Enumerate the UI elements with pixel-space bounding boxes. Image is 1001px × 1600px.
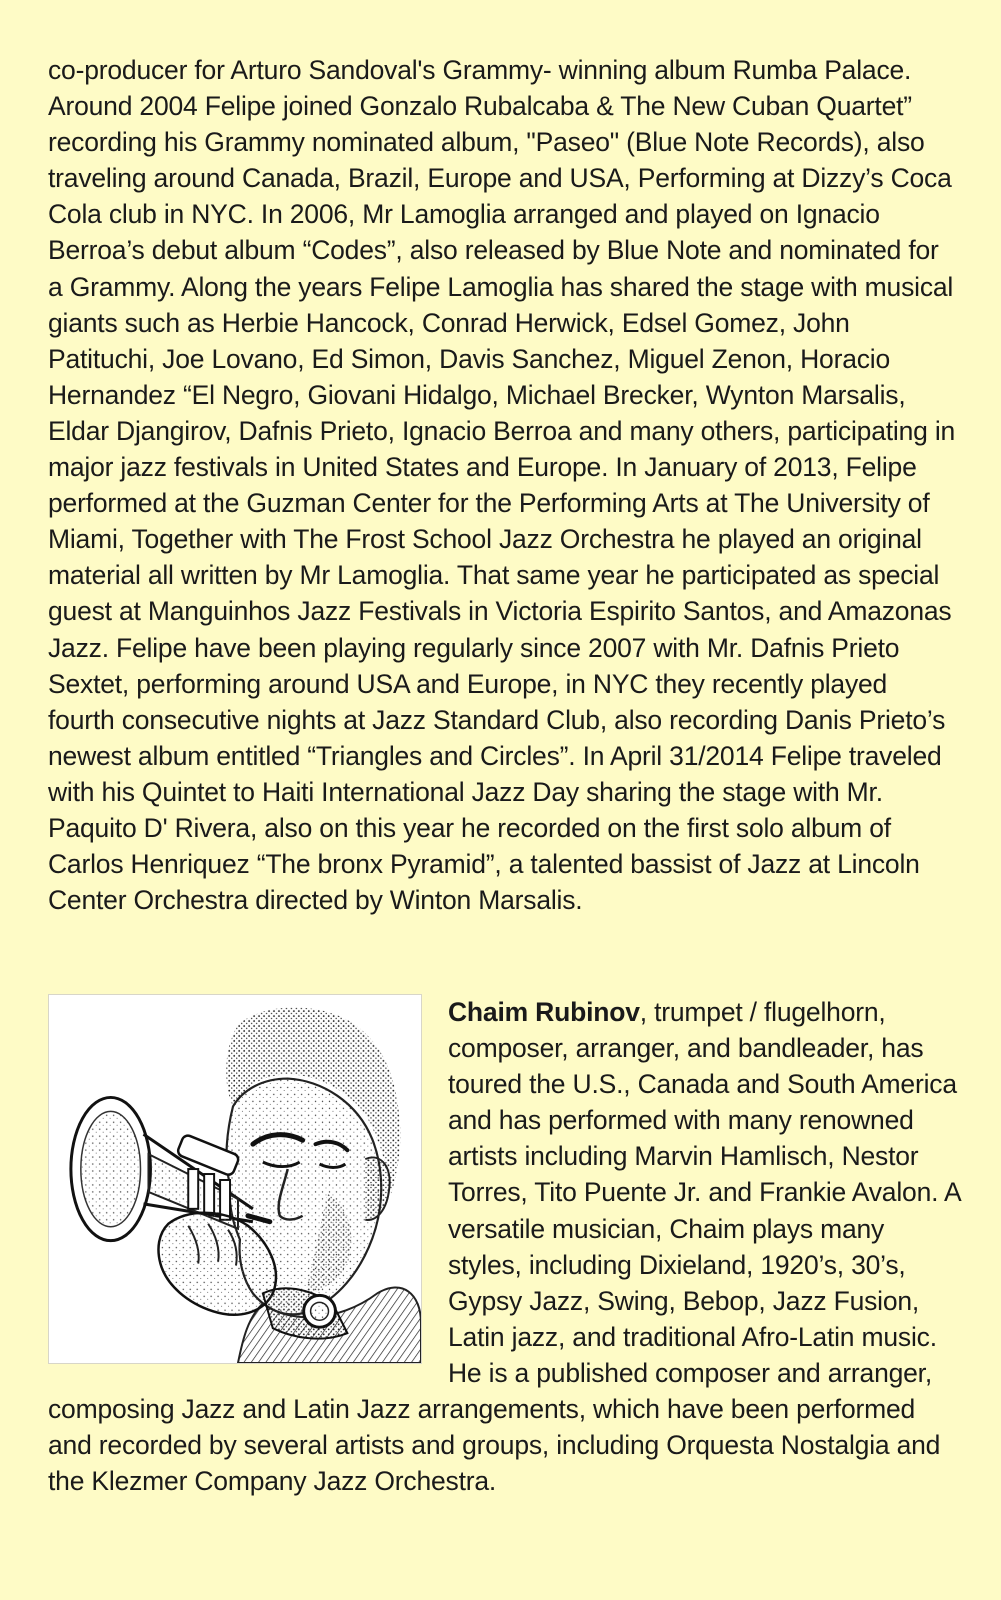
trumpet-player-sketch-icon — [49, 995, 421, 1363]
chaim-bio-text: , trumpet / flugelhorn, composer, arranger, and bandleader, has toured the U.S., Canada and South America and has performed with many renowned artists including Marvin Hamlisch, Nestor Torres, Tito Puente Jr. and Frankie Avalon. A versatile musician, Chaim plays many styles, including Dixieland, 1920’s, 30’s, Gypsy Jazz, Swing, Bebop, Jazz Fusion, Latin jazz, and traditional Afro-Latin music. He is a published composer and arranger, composing Jazz and Latin Jazz arrangements, which have been performed and recorded by several artists and groups, including Orquesta Nostalgia and the Klezmer Company Jazz Orchestra. — [48, 997, 960, 1497]
felipe-bio-paragraph: co-producer for Arturo Sandoval's Grammy- winning album Rumba Palace. Around 2004 Felipe joined Gonzalo Rubalcaba & The New Cuban Quartet” recording his Grammy nominated album, "Paseo" (Blue Note Records), also traveling around Canada, Brazil, Europe and USA, Performing at Dizzy’s Coca Cola club in NYC. In 2006, Mr Lamoglia arranged and played on Ignacio Berroa’s debut album “Codes”, also released by Blue Note and nominated for a Grammy. Along the years Felipe Lamoglia has shared the stage with musical giants such as Herbie Hancock, Conrad Herwick, Edsel Gomez, John Patituchi, Joe Lovano, Ed Simon, Davis Sanchez, Miguel Zenon, Horacio Hernandez “El Negro, Giovani Hidalgo, Michael Brecker, Wynton Marsalis, Eldar Djangirov, Dafnis Prieto, Ignacio Berroa and many others, participating in major jazz festivals in United States and Europe. In January of 2013, Felipe performed at the Guzman Center for the Performing Arts at The University of Miami, Together with The Frost School Jazz Orchestra he played an original material all written by Mr Lamoglia. That same year he participated as special guest at Manguinhos Jazz Festivals in Victoria Espirito Santos, and Amazonas Jazz. Felipe have been playing regularly since 2007 with Mr. Dafnis Prieto Sextet, performing around USA and Europe, in NYC they recently played fourth consecutive nights at Jazz Standard Club, also recording Danis Prieto’s newest album entitled “Triangles and Circles”. In April 31/2014 Felipe traveled with his Quintet to Haiti International Jazz Day sharing the stage with Mr. Paquito D' Rivera, also on this year he recorded on the first solo album of Carlos Henriquez “The bronx Pyramid”, a talented bassist of Jazz at Lincoln Center Orchestra directed by Winton Marsalis. — [48, 55, 956, 916]
chaim-name: Chaim Rubinov — [448, 997, 640, 1027]
chaim-bio-section — [48, 994, 960, 1499]
chaim-portrait — [48, 994, 422, 1364]
